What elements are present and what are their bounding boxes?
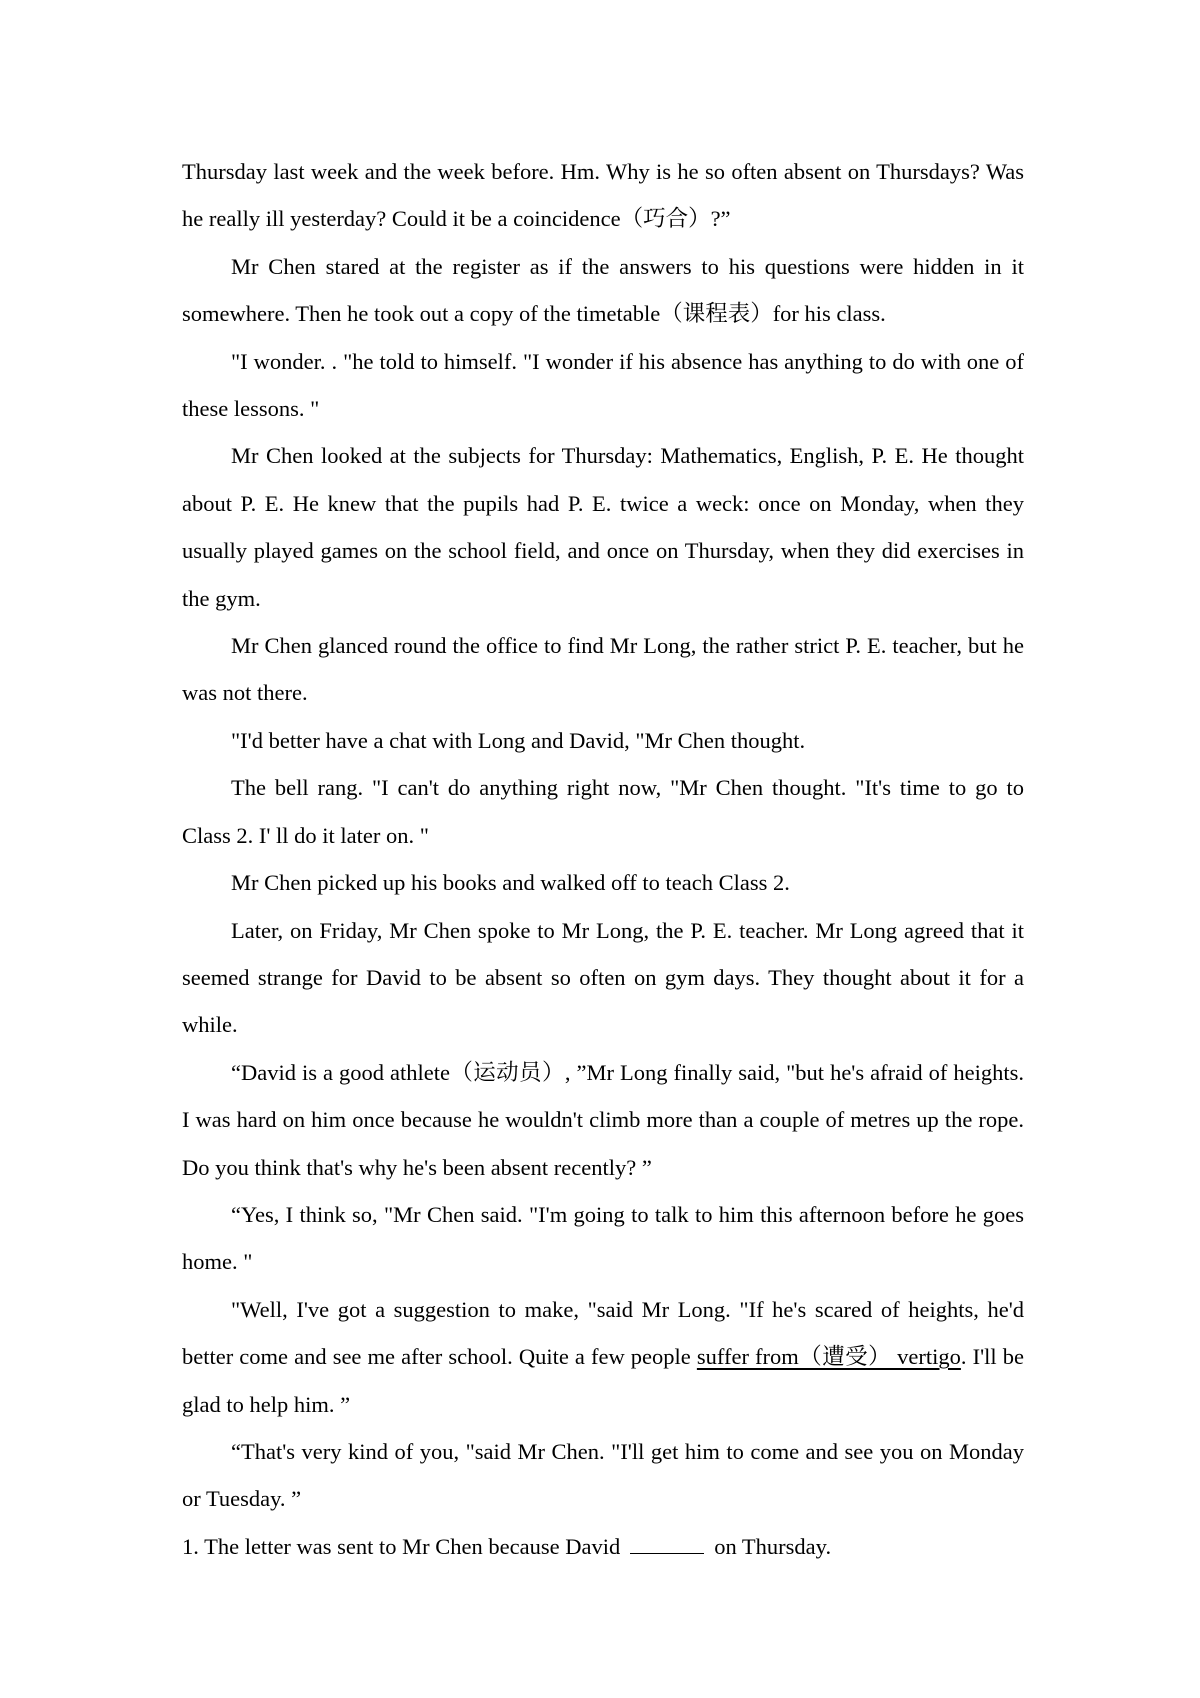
paragraph-12 (182, 1286, 1024, 1428)
paragraph-3: "I wonder. . "he told to himself. "I wonder if his absence has anything to do with one of these lessons. " (182, 348, 1024, 422)
paragraph-7: The bell rang. "I can't do anything right now, "Mr Chen thought. "It's time to go to Class 2. I' ll do it later on. " (182, 775, 1024, 848)
paragraph-13: “That's very kind of you, "said Mr Chen. "I'll get him to come and see you on Monday or Tuesday. ” (182, 1438, 1024, 1512)
paragraph-12-before: "Well, I've got a suggestion to make, "said Mr Long. "If he's scared of heights, he'd better come and see me after school. Quite a few people (182, 1296, 1024, 1370)
question-1-tail: on Thursday. (714, 1533, 832, 1559)
underlined-phrase: suffer from（遭受） vertigo (696, 1344, 961, 1370)
paragraph-9: Later, on Friday, Mr Chen spoke to Mr Long, the P. E. teacher. Mr Long agreed that it seemed strange for David to be absent so often on gym days. They thought about it for a while. (182, 917, 1024, 1038)
paragraph-6: "I'd better have a chat with Long and David, "Mr Chen thought. (231, 727, 806, 753)
paragraph-2: Mr Chen stared at the register as if the answers to his questions were hidden in it somewhere. Then he took out a copy of the timetable（课程表）for his class. (182, 253, 1024, 327)
paragraph-5: Mr Chen glanced round the office to find Mr Long, the rather strict P. E. teacher, but he was not there. (182, 633, 1024, 706)
question-1 (182, 1523, 1024, 1570)
paragraph-8: Mr Chen picked up his books and walked off to teach Class 2. (231, 870, 790, 896)
paragraph-12-after: . I'll be glad to help him. ” (182, 1344, 1024, 1417)
question-1-text: 1. The letter was sent to Mr Chen because David (182, 1533, 621, 1559)
answer-blank[interactable] (630, 1533, 704, 1554)
paragraph-11: “Yes, I think so, "Mr Chen said. "I'm going to talk to him this afternoon before he goes home. " (182, 1201, 1024, 1275)
paragraph-10: “David is a good athlete（运动员）, ”Mr Long finally said, "but he's afraid of heights. I was hard on him once because he wouldn't climb more than a couple of metres up the rope. Do you think that's why he's been absent recently? ” (182, 1059, 1024, 1180)
document-page (182, 148, 1024, 1570)
paragraph-1: Thursday last week and the week before. Hm. Why is he so often absent on Thursdays? Was he really ill yesterday? Could it be a coincidence（巧合）?” (182, 159, 1024, 232)
paragraph-4: Mr Chen looked at the subjects for Thursday: Mathematics, English, P. E. He thought about P. E. He knew that the pupils had P. E. twice a weck: once on Monday, when they usually played games on the school field, and once on Thursday, when they did exercises in the gym. (182, 443, 1024, 611)
